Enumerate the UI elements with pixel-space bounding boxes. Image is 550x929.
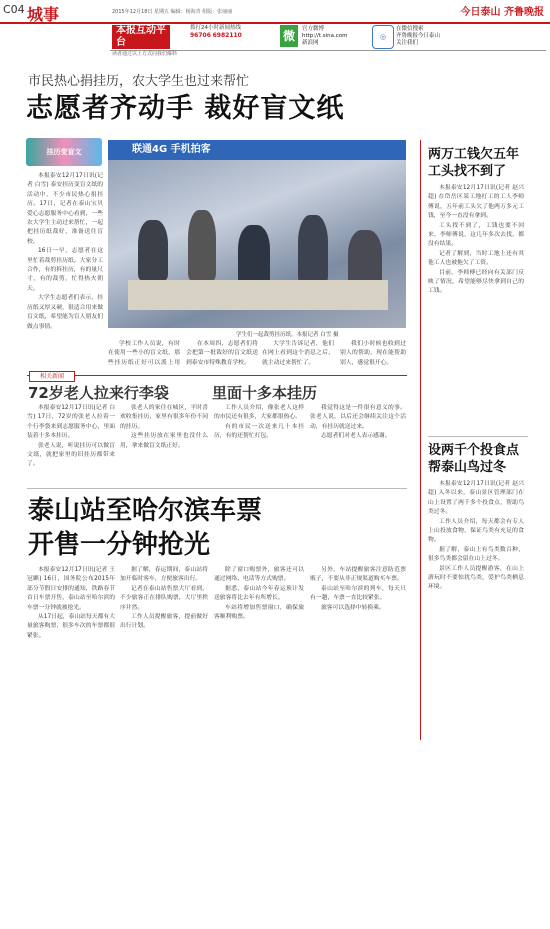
- story-photo: [108, 140, 406, 328]
- hotline-box: 本报互动平台: [112, 25, 170, 49]
- story-kicker: 市民热心捐挂历，农大学生也过来帮忙: [28, 74, 250, 89]
- divider: [27, 375, 407, 376]
- hotline-info: 拨打24小时新闻热线 96706 6982110: [190, 25, 242, 39]
- story-title: 志愿者齐动手 裁好盲文纸: [26, 93, 345, 124]
- related-headline-2: 里面十多本挂历: [212, 384, 318, 402]
- story2-column-3: 除了窗口购票外，旅客还可以通过网络、电话等方式购票。 据悉，泰山站今年春运预计发送旅客将比去年有所增长。 车站将增加售票窗口，确保旅客顺利购票。: [214, 567, 304, 621]
- related-column-1: 本报泰安12月17日讯(记者 白雪) 17日，72岁的张老人拉着一个行李袋来到志愿服务中心，里面装着十多本挂历。 张老人说，听说挂历可以做盲文纸，就把家里的旧挂历都带来了。: [27, 405, 115, 468]
- story2-column-1: 本报泰安12月17日讯(记者 王冠麒) 16日，国务院公布2015年部分节假日安排的通知，铁路春节首日车票开售，泰山站至哈尔滨的车票一分钟就被抢光。 从17日起，泰山站每天都有大量旅客购票，很多车次的车票都很紧张。: [27, 567, 115, 639]
- page-number: C04: [3, 3, 25, 16]
- wechat-icon: ◎: [372, 25, 394, 49]
- right-story-2: 本报泰安12月17日讯(记者 赵兴超) 入冬以来，泰山景区管理部门在山上设置了两千多个投食点，帮助鸟类过冬。 工作人员介绍，每天都会有专人上山投放食物，保证鸟类有充足的食物。 据了解，泰山上有鸟类数百种，很多鸟类都会留在山上过冬。 景区工作人员提醒游客，在山上游玩时不要惊扰鸟类，爱护鸟类栖息环境。: [428, 481, 524, 591]
- related-column-4: 我觉得这是一件很有意义的事。张老人说，以后还会继续关注这个活动，有挂历就送过来。 志愿者们对老人表示感谢。: [310, 405, 406, 440]
- right-headline-2: 设两千个投食点 帮泰山鸟过冬: [428, 443, 520, 475]
- section-title: 城事: [27, 5, 60, 24]
- related-tag: 相关新闻: [29, 371, 75, 382]
- related-headline-1: 72岁老人拉来行李袋: [28, 384, 169, 402]
- story-column-2: 学校工作人员说，有时在使用一些小的盲文纸，那些挂历纸正好可以派上用: [108, 341, 180, 366]
- story2-title: 泰山站至哈尔滨车票 开售一分钟抢光: [28, 496, 263, 560]
- story2-column-2: 据了解，春运期间，泰山站将加开临时客车，方便旅客出行。 记者在泰山站售票大厅看到，不少旅客正在排队购票，大厅里秩序井然。 工作人员提醒旅客，提前做好出行计划。: [120, 567, 208, 630]
- right-headline-1: 两万工钱欠五年 工头找不到了: [428, 147, 520, 179]
- story-column-5: 我们小时候也收到过别人的帮助，现在能帮助别人，感觉很开心。: [340, 341, 406, 366]
- badge-image: 挂历变盲文: [26, 138, 102, 166]
- story-column-3: 在本周四，志愿者们将会把第一批裁好的盲文纸送到泰安市特殊教育学校。: [186, 341, 258, 366]
- story-column-1: 本报泰安12月17日讯(记者 白雪) 泰安挂历变盲文纸的活动中，不少市民热心捐挂历。17日，记者在泰山宝贝爱心志愿服务中心看到，一些农大学生主动过来帮忙，一起把挂历纸裁好，准备送往盲校。 16日一早，志愿者在这里忙着裁剪挂历纸。大家分工合作，有的拆挂历，有的量尺寸，有的裁剪，忙得热火朝天。 大学生志愿者们表示，挂历纸又厚又硬，很适合用来做盲文纸，希望能为盲人朋友们做点事情。: [27, 173, 103, 330]
- photo-banner: 联通4G 手机拍客: [108, 140, 406, 160]
- related-column-3: 工作人员介绍，像张老人这样的市民还有很多，大家都很热心。 有的市民一次送来几十本挂历，有的还帮忙打包。: [214, 405, 304, 440]
- divider: [27, 488, 407, 489]
- story2-column-4: 另外，车站提醒旅客注意防范票贩子，不要从非正规渠道购买车票。 泰山站至哈尔滨的列车，每天只有一趟，车票一直比较紧张。 旅客可以选择中转换乘。: [310, 567, 406, 611]
- banner-note: 读者通过以上方式向我们爆料: [112, 51, 178, 57]
- right-story-1: 本报泰安12月17日讯(记者 赵兴超) 在岱岳区某工地打工的工人李师傅说，五年前工头欠了他两万多元工钱，至今一直没有拿到。 工头找不到了，工钱也要不回来，李师傅说，这几年多次去找，都没有结果。 记者了解到，当时工地上还有其他工人也被拖欠了工资。 目前，李师傅已经向有关部门反映了情况，希望能够尽快拿到自己的工钱。: [428, 185, 524, 295]
- wechat-info: 在微信搜索 齐鲁晚报今日泰山 关注我们: [396, 26, 441, 46]
- issue-meta: 2015年12月18日 星期五 编辑：杨海青 组版：张丽丽: [112, 9, 233, 15]
- paper-name: 今日泰山 齐鲁晚报: [460, 7, 544, 18]
- photo-caption: 学生们一起裁剪挂历纸。本报记者 白雪 摄: [236, 332, 339, 338]
- story-column-4: 大学生告诉记者，他们在网上看到这个消息之后，就主动过来帮忙了。: [262, 341, 334, 366]
- related-column-2: 张老人的家住在城区，平时喜欢收集挂历，家里有很多年份不同的挂历。 这些挂历放在家里也没什么用，拿来做盲文纸正好。: [120, 405, 208, 449]
- divider: [428, 436, 528, 437]
- column-divider: [420, 140, 421, 740]
- weibo-info: 官方微博 http://t.sina.com 新浪网: [302, 26, 348, 46]
- weibo-icon: 微: [280, 25, 298, 47]
